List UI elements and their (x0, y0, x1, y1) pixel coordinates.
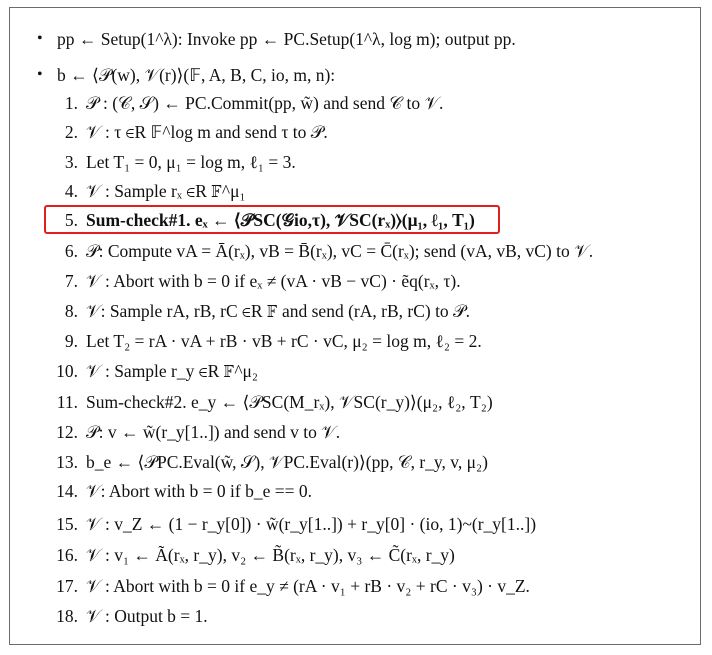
step-number: 18. (56, 605, 78, 626)
step-number: 13. (56, 451, 78, 472)
step-5-highlight-box (44, 205, 500, 234)
step-number: 17. (56, 575, 78, 596)
step-text: 𝒱 : τ ∈R 𝔽^log m and send τ to 𝒫. (86, 121, 328, 142)
step-2 (0, 117, 712, 147)
step-10 (0, 356, 712, 386)
step-text: Sum-check#2. e_y ← ⟨𝒫SC(M_rₓ), 𝒱SC(r_y)⟩(μ₂, ℓ₂, T₂) (86, 391, 493, 412)
bullet-protocol (0, 60, 712, 90)
step-8 (0, 296, 712, 326)
step-text: Sum-check#1. eₓ ← ⟨𝒫SC(𝒢io,τ), 𝒱SC(rₓ)⟩(μ₁, ℓ₁, T₁) (86, 209, 475, 230)
step-15 (0, 509, 712, 539)
step-16 (0, 540, 712, 570)
step-number: 10. (56, 360, 78, 381)
step-12 (0, 417, 712, 447)
step-18 (0, 601, 712, 631)
step-text: 𝒱 : v₁ ← Ã(rₓ, r_y), v₂ ← B̃(rₓ, r_y), v₃ ← C̃(rₓ, r_y) (86, 544, 455, 565)
step-text: b_e ← ⟨𝒫PC.Eval(w̃, 𝒮), 𝒱PC.Eval(r)⟩(pp, 𝒞, r_y, v, μ₂) (86, 451, 488, 472)
step-6 (0, 236, 712, 266)
step-number: 2. (64, 121, 78, 142)
step-text: Let T₁ = 0, μ₁ = log m, ℓ₁ = 3. (86, 151, 296, 172)
step-text: 𝒫: Compute vA = Ā(rₓ), vB = B̄(rₓ), vC = C̄(rₓ); send (vA, vB, vC) to 𝒱. (86, 240, 594, 261)
step-number: 12. (56, 421, 78, 442)
step-text: 𝒫: v ← w̃(r_y[1..]) and send v to 𝒱. (86, 421, 341, 442)
step-4 (0, 176, 712, 206)
step-3 (0, 147, 712, 177)
step-number: 4. (64, 180, 78, 201)
step-7 (0, 266, 712, 296)
step-number: 3. (64, 151, 78, 172)
step-number: 5. (64, 209, 78, 230)
step-number: 8. (64, 300, 78, 321)
step-13 (0, 447, 712, 477)
bullet-text: pp ← Setup(1^λ): Invoke pp ← PC.Setup(1^λ, log m); output pp. (57, 28, 516, 49)
step-number: 11. (56, 391, 78, 412)
step-number: 14. (56, 480, 78, 501)
step-number: 16. (56, 544, 78, 565)
step-number: 6. (64, 240, 78, 261)
step-text: 𝒱 : Abort with b = 0 if e_y ≠ (rA · v₁ + rB · v₂ + rC · v₃) · v_Z. (86, 575, 530, 596)
step-number: 7. (64, 270, 78, 291)
bullet-dot: • (37, 30, 43, 47)
step-number: 1. (64, 92, 78, 113)
bullet-dot: • (37, 66, 43, 83)
step-text: 𝒱 : Sample r_y ∈R 𝔽^μ₂ (86, 360, 259, 381)
step-text: 𝒫 : (𝒞, 𝒮) ← PC.Commit(pp, w̃) and send 𝒞 to 𝒱. (86, 92, 444, 113)
step-text: 𝒱: Sample rA, rB, rC ∈R 𝔽 and send (rA, rB, rC) to 𝒫. (86, 300, 471, 321)
bullet-setup (0, 24, 712, 54)
step-17 (0, 571, 712, 601)
step-11 (0, 387, 712, 417)
step-14 (0, 476, 712, 506)
step-text: 𝒱 : Output b = 1. (86, 605, 208, 626)
step-9 (0, 326, 712, 356)
step-text: 𝒱: Abort with b = 0 if b_e == 0. (86, 480, 312, 501)
step-text: 𝒱 : v_Z ← (1 − r_y[0]) · w̃(r_y[1..]) + r_y[0] · (io, 1)~(r_y[1..]) (86, 513, 537, 534)
step-number: 15. (56, 513, 78, 534)
bullet-text: b ← ⟨𝒫(w), 𝒱(r)⟩(𝔽, A, B, C, io, m, n): (57, 64, 336, 85)
step-text: Let T₂ = rA · vA + rB · vB + rC · vC, μ₂ = log m, ℓ₂ = 2. (86, 330, 482, 351)
step-1 (0, 88, 712, 118)
step-text: 𝒱 : Sample rₓ ∈R 𝔽^μ₁ (86, 180, 246, 201)
step-text: 𝒱 : Abort with b = 0 if eₓ ≠ (vA · vB − vC) · ẽq(rₓ, τ). (86, 270, 461, 291)
step-number: 9. (64, 330, 78, 351)
